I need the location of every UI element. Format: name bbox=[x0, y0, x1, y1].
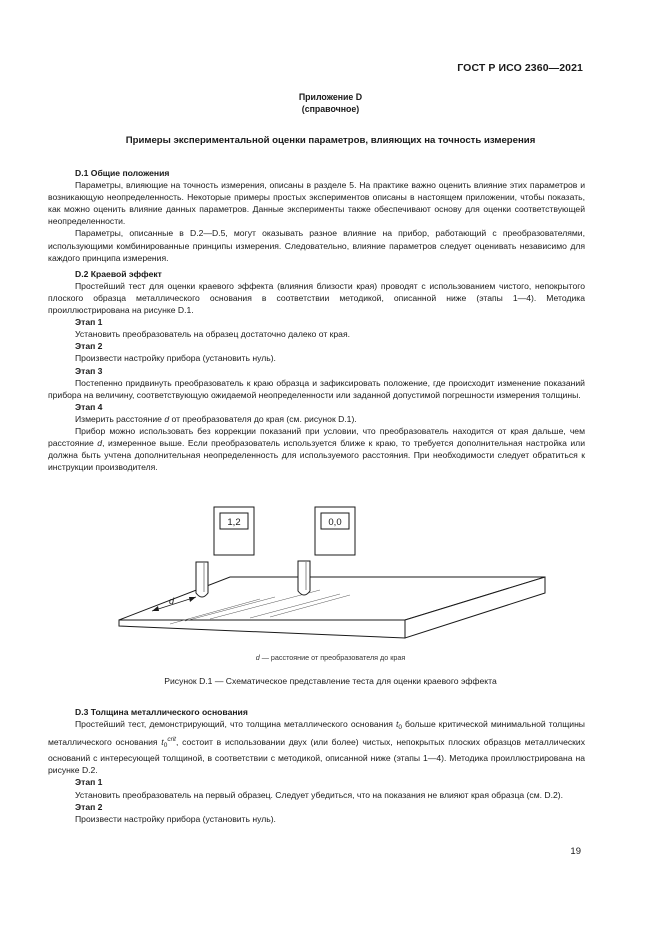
d2-paragraph-after: Прибор можно использовать без коррекции показаний при условии, что преобразователь находится от края дальше, чем расстояние d, измеренное выше. Если преобразователь используется ближе к краю, то требуется дополнительная настройка или должна быть учтена дополнительная неопределенность для используемого расстояния. При необходимости следует обратиться к инструкции производителя. bbox=[48, 425, 585, 473]
d2-heading: D.2 Краевой эффект bbox=[75, 268, 162, 279]
standard-designation: ГОСТ Р ИСО 2360—2021 bbox=[457, 62, 583, 74]
d1-paragraph-2: Параметры, описанные в D.2—D.5, могут оказывать разное влияние на прибор, работающий с преобразователями, использующими комбинированные принципы измерения. Следовательно, влияние параметров следует оценивать независимо для каждого принципа измерения. bbox=[48, 228, 585, 263]
figure-legend: d — расстояние от преобразователя до края bbox=[255, 653, 406, 662]
probe-right bbox=[298, 561, 310, 595]
page-number: 19 bbox=[570, 846, 581, 857]
gauge-right-reading: 0,0 bbox=[328, 517, 342, 528]
d2-step1-label: Этап 1 bbox=[75, 317, 103, 328]
d2-step4-text: Измерить расстояние d от преобразователя до края (см. рисунок D.1). bbox=[75, 413, 357, 424]
d3-step2-label: Этап 2 bbox=[75, 801, 103, 812]
d3-paragraph-1: Простейший тест, демонстрирующий, что толщина металлического основания $t_0$ больше критической минимальной толщины металлического основания $t_0^{crit}$, состоит в использовании двух (или более) чистых, непокрытых плоских образцов металлических оснований с интересующей толщиной, в соответствии с методикой, описанной ниже (этапы 1—4). Методика проиллюстрирована на рисунке D.2. bbox=[48, 719, 585, 776]
section-d3 bbox=[48, 706, 585, 825]
appendix-title: Приложение D bbox=[298, 92, 363, 102]
d3-step1-label: Этап 1 bbox=[75, 777, 103, 788]
d3-step2-text: Произвести настройку прибора (установить нуль). bbox=[75, 813, 276, 824]
figure-caption: Рисунок D.1 — Схематическое представление теста для оценки краевого эффекта bbox=[164, 676, 497, 686]
d3-heading: D.3 Толщина металлического основания bbox=[75, 707, 248, 717]
d1-paragraph-1: Параметры, влияющие на точность измерения, описаны в разделе 5. На практике важно оценить влияние этих параметров и возникающую неопределенность. Некоторые примеры простых экспериментов описаны в настоящем приложении, чтобы показать, как можно оценить влияние данных параметров. Данные эксперименты также обеспечивают основу для оценки соответствующей неопределенности. bbox=[48, 180, 585, 227]
section-d1-d2 bbox=[48, 167, 585, 473]
d1-heading: D.1 Общие положения bbox=[75, 168, 170, 178]
d2-step1-text: Установить преобразователь на образец достаточно далеко от края. bbox=[75, 329, 350, 340]
figure-d1-illustration bbox=[110, 505, 550, 645]
d2-step3-text: Постепенно придвинуть преобразователь к краю образца и зафиксировать положение, где происходит изменение показаний прибора на величину, соответствующую ожидаемой неопределенности или заданной допустимой погрешности измерения толщины. bbox=[48, 377, 585, 400]
d2-step2-text: Произвести настройку прибора (установить нуль). bbox=[75, 353, 276, 364]
probe-left bbox=[196, 562, 208, 597]
appendix-heading: Примеры экспериментальной оценки параметров, влияющих на точность измерения bbox=[125, 135, 536, 146]
d-label: d bbox=[169, 596, 175, 606]
plate-front-face bbox=[119, 620, 405, 638]
d2-step2-label: Этап 2 bbox=[75, 341, 103, 352]
gauge-left-reading: 1,2 bbox=[227, 517, 241, 528]
d3-step1-text: Установить преобразователь на первый образец. Следует убедиться, что на показания не влияют края образца (см. D.2). bbox=[75, 789, 564, 800]
appendix-subtitle: (справочное) bbox=[301, 104, 360, 114]
d2-step3-label: Этап 3 bbox=[75, 365, 103, 376]
d2-paragraph-1: Простейший тест для оценки краевого эффекта (влияния близости края) проводят с использованием чистого, непокрытого плоского образца металлического основания в соответствии методикой, описанной ниже (этапы 1—4). Методика проиллюстрирована на рисунке D.1. bbox=[48, 280, 585, 316]
d2-step4-label: Этап 4 bbox=[75, 401, 103, 412]
